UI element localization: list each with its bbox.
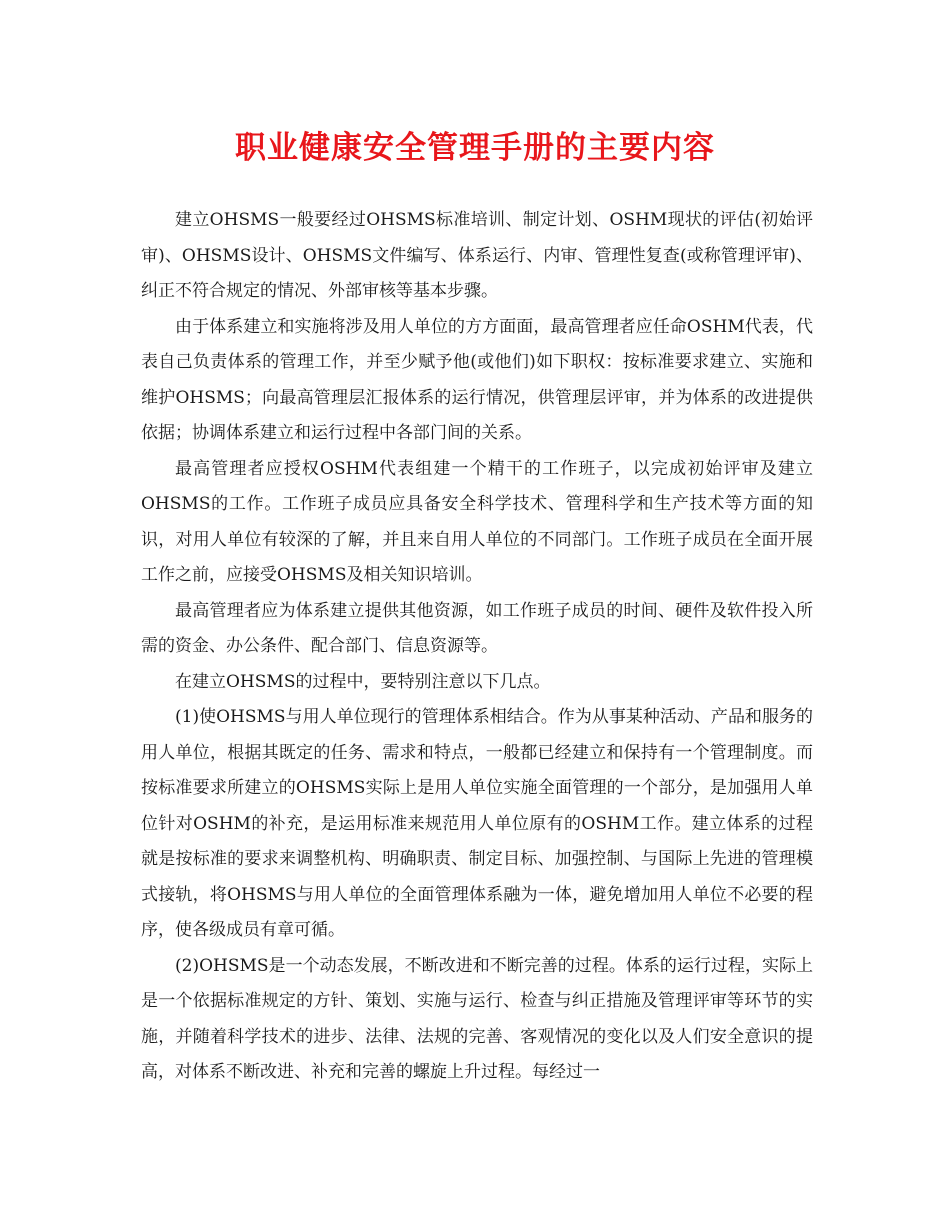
page-title: 职业健康安全管理手册的主要内容 (235, 130, 715, 166)
paragraph: (2)OHSMS是一个动态发展，不断改进和不断完善的过程。体系的运行过程，实际上是一个依据标准规定的方针、策划、实施与运行、检查与纠正措施及管理评审等环节的实施，并随着科学技术的进步、法律、法规的完善、客观情况的变化以及人们安全意识的提高，对体系不断改进、补充和完善的螺旋上升过程。每经过一 (141, 955, 813, 1082)
document-body (141, 203, 813, 1091)
paragraph: (1)使OHSMS与用人单位现行的管理体系相结合。作为从事某种活动、产品和服务的用人单位，根据其既定的任务、需求和特点，一般都已经建立和保持有一个管理制度。而按标准要求所建立的OHSMS实际上是用人单位实施全面管理的一个部分，是加强用人单位针对OSHM的补充，是运用标准来规范用人单位原有的OSHM工作。建立体系的过程就是按标准的要求来调整机构、明确职责、制定目标、加强控制、与国际上先进的管理模式接轨，将OHSMS与用人单位的全面管理体系融为一体，避免增加用人单位不必要的程序，使各级成员有章可循。 (141, 707, 813, 940)
paragraph: 在建立OHSMS的过程中，要特别注意以下几点。 (175, 671, 551, 692)
paragraph: 建立OHSMS一般要经过OHSMS标准培训、制定计划、OSHM现状的评估(初始评审)、OHSMS设计、OHSMS文件编写、体系运行、内审、管理性复查(或称管理评审)、纠正不符合规定的情况、外部审核等基本步骤。 (141, 210, 813, 301)
paragraph: 由于体系建立和实施将涉及用人单位的方方面面，最高管理者应任命OSHM代表，代表自己负责体系的管理工作，并至少赋予他(或他们)如下职权：按标准要求建立、实施和维护OHSMS；向最高管理层汇报体系的运行情况，供管理层评审，并为体系的改进提供依据；协调体系建立和运行过程中各部门间的关系。 (141, 316, 813, 443)
paragraph: 最高管理者应为体系建立提供其他资源，如工作班子成员的时间、硬件及软件投入所需的资金、办公条件、配合部门、信息资源等。 (141, 600, 813, 656)
paragraph: 最高管理者应授权OSHM代表组建一个精干的工作班子，以完成初始评审及建立OHSMS的工作。工作班子成员应具备安全科学技术、管理科学和生产技术等方面的知识，对用人单位有较深的了解，并且来自用人单位的不同部门。工作班子成员在全面开展工作之前，应接受OHSMS及相关知识培训。 (141, 458, 813, 585)
